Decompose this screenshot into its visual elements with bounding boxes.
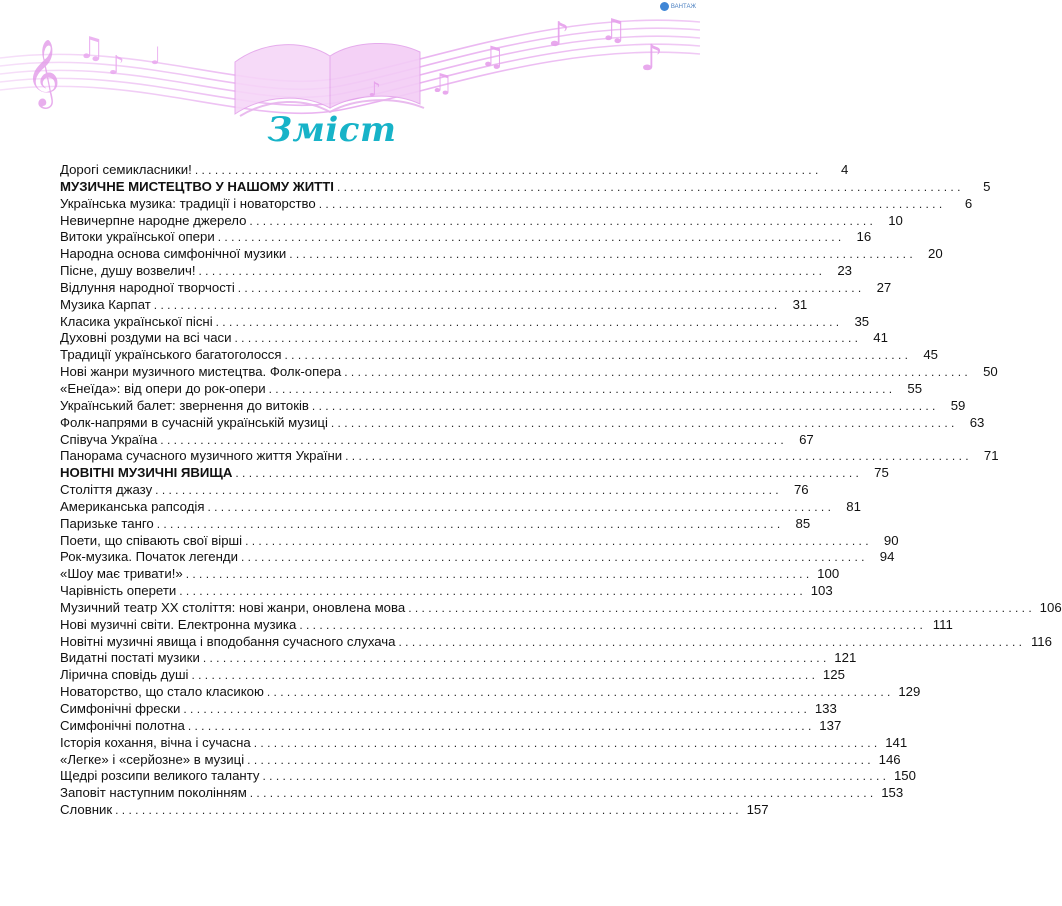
- table-of-contents: [60, 162, 1062, 819]
- toc-entry-page-number: 16: [856, 229, 872, 245]
- toc-entry-page-number: 27: [876, 279, 892, 295]
- dot-leader: [345, 448, 968, 465]
- toc-entry[interactable]: [60, 684, 921, 701]
- toc-entry-title: Невичерпне народне джерело: [60, 212, 247, 228]
- svg-text:♫: ♫: [600, 13, 627, 48]
- open-book-icon: [235, 43, 424, 116]
- toc-entry-title: Музика Карпат: [60, 296, 151, 312]
- toc-entry[interactable]: [60, 785, 904, 802]
- dot-leader: [183, 701, 806, 718]
- toc-entry-page-number: 141: [885, 734, 908, 750]
- dot-leader: [203, 650, 826, 667]
- logo-circle-icon: [660, 2, 669, 11]
- dot-leader: [289, 246, 912, 263]
- toc-entry[interactable]: [60, 802, 769, 819]
- toc-entry-title: Американська рапсодія: [60, 498, 205, 514]
- dot-leader: [319, 196, 942, 213]
- dot-leader: [188, 718, 811, 735]
- toc-entry[interactable]: [60, 482, 809, 499]
- toc-entry[interactable]: [60, 279, 892, 297]
- dot-leader: [250, 785, 873, 802]
- toc-entry-title: Чарівність оперети: [60, 583, 177, 599]
- toc-entry-page-number: 94: [879, 549, 895, 565]
- toc-entry-page-number: 55: [907, 380, 923, 396]
- toc-entry-title: Традиції українського багатоголосся: [60, 347, 282, 363]
- toc-entry[interactable]: [60, 178, 991, 196]
- toc-entry-title: «Енеїда»: від опери до рок-опери: [60, 380, 266, 396]
- toc-entry[interactable]: [60, 498, 861, 516]
- dot-leader: [299, 617, 922, 634]
- toc-entry[interactable]: [60, 701, 837, 718]
- toc-entry[interactable]: [60, 380, 923, 398]
- toc-entry-page-number: 76: [793, 482, 809, 498]
- toc-entry-title: Словник: [60, 802, 113, 818]
- toc-entry-title: Музичний театр ХХ століття: нові жанри, оновлена мова: [60, 599, 406, 615]
- dot-leader: [216, 314, 839, 331]
- dot-leader: [234, 330, 857, 347]
- toc-entry-page-number: 111: [932, 616, 953, 632]
- toc-entry-title: Нові музичні світи. Електронна музика: [60, 616, 297, 632]
- toc-entry-page-number: 85: [795, 515, 811, 531]
- toc-entry-page-number: 103: [810, 583, 833, 599]
- svg-text:♪: ♪: [368, 77, 381, 101]
- svg-text:♪: ♪: [640, 38, 663, 79]
- svg-text:♫: ♫: [430, 69, 454, 99]
- toc-entry[interactable]: [60, 566, 840, 583]
- toc-entry-title: «Шоу має тривати!»: [60, 566, 183, 582]
- dot-leader: [186, 566, 809, 583]
- svg-text:♫: ♫: [480, 40, 506, 73]
- toc-entry-page-number: 116: [1030, 633, 1052, 649]
- toc-entry[interactable]: [60, 549, 895, 566]
- toc-entry-title: Співуча Україна: [60, 431, 158, 447]
- toc-entry-page-number: 59: [950, 397, 966, 413]
- dot-leader: [245, 533, 868, 550]
- toc-entry-page-number: 153: [881, 785, 904, 801]
- dot-leader: [191, 667, 814, 684]
- toc-entry-title: Історія кохання, вічна і сучасна: [60, 734, 251, 750]
- dot-leader: [408, 600, 1031, 617]
- toc-entry-title: Симфонічні полотна: [60, 717, 185, 733]
- dot-leader: [199, 263, 822, 280]
- dot-leader: [344, 364, 967, 381]
- toc-entry-page-number: 10: [888, 212, 903, 228]
- dot-leader: [115, 802, 738, 819]
- toc-entry[interactable]: [60, 448, 999, 465]
- dot-leader: [254, 735, 877, 752]
- toc-entry-page-number: 67: [799, 431, 814, 447]
- toc-entry[interactable]: [60, 515, 811, 533]
- dot-leader: [218, 229, 841, 246]
- toc-entry-title: Поети, що співають свої вірші: [60, 532, 243, 548]
- toc-entry[interactable]: [60, 246, 943, 263]
- toc-entry[interactable]: [60, 296, 808, 314]
- toc-entry[interactable]: [60, 751, 901, 769]
- toc-entry[interactable]: [60, 347, 938, 364]
- toc-entry-page-number: 4: [840, 162, 849, 177]
- toc-entry-title: Духовні роздуми на всі часи: [60, 330, 232, 346]
- dot-leader: [337, 179, 960, 196]
- toc-entry[interactable]: [60, 717, 842, 735]
- toc-entry[interactable]: [60, 195, 973, 213]
- toc-entry-page-number: 90: [883, 532, 899, 548]
- toc-entry-page-number: 157: [746, 802, 769, 818]
- toc-entry-page-number: 146: [878, 751, 901, 767]
- toc-entry-title: МУЗИЧНЕ МИСТЕЦТВО У НАШОМУ ЖИТТІ: [60, 178, 334, 194]
- header-decoration: [0, 0, 700, 120]
- toc-entry[interactable]: [60, 330, 888, 347]
- toc-entry-title: Класика української пісні: [60, 313, 213, 329]
- toc-entry-title: Новітні музичні явища і вподобання сучасного слухача: [60, 633, 396, 649]
- toc-entry[interactable]: [60, 263, 852, 280]
- toc-entry-title: Панорама сучасного музичного життя України: [60, 448, 343, 464]
- dot-leader: [269, 381, 892, 398]
- dot-leader: [155, 482, 778, 499]
- toc-entry-page-number: 23: [837, 263, 852, 279]
- toc-entry-title: «Легке» і «серйозне» в музиці: [60, 751, 245, 767]
- treble-clef-icon: 𝄞: [26, 38, 61, 106]
- toc-entry-title: Народна основа симфонічної музики: [60, 246, 287, 262]
- dot-leader: [249, 213, 872, 230]
- dot-leader: [263, 768, 886, 785]
- toc-entry-page-number: 75: [874, 465, 889, 481]
- toc-entry-page-number: 35: [854, 313, 870, 329]
- toc-entry-title: Нові жанри музичного мистецтва. Фолк-опера: [60, 364, 342, 380]
- toc-entry-title: Рок-музика. Початок легенди: [60, 549, 238, 565]
- toc-entry-title: Щедрі розсипи великого таланту: [60, 768, 260, 784]
- dot-leader: [207, 499, 830, 516]
- toc-entry-page-number: 31: [792, 296, 808, 312]
- toc-entry-page-number: 45: [923, 347, 938, 363]
- toc-entry-page-number: 121: [834, 650, 857, 666]
- toc-entry[interactable]: [60, 633, 1052, 651]
- toc-entry-title: Паризьке танго: [60, 515, 154, 531]
- toc-entry-page-number: 20: [928, 246, 943, 262]
- toc-entry[interactable]: [60, 532, 899, 550]
- toc-entry-title: Століття джазу: [60, 482, 153, 498]
- toc-entry-page-number: 106: [1039, 599, 1062, 615]
- svg-text:♪: ♪: [548, 15, 570, 55]
- toc-entry-title: Фолк-напрями в сучасній українській музиці: [60, 414, 328, 430]
- page-title: Зміст: [267, 110, 397, 150]
- toc-entry-page-number: 129: [898, 684, 921, 700]
- toc-entry-page-number: 63: [969, 414, 985, 430]
- toc-entry-title: Видатні постаті музики: [60, 650, 200, 666]
- dot-leader: [157, 516, 780, 533]
- toc-entry-title: Новаторство, що стало класикою: [60, 684, 264, 700]
- toc-entry-page-number: 137: [819, 717, 842, 733]
- toc-entry-page-number: 150: [893, 768, 916, 784]
- toc-entry-page-number: 5: [983, 178, 991, 194]
- dot-leader: [235, 465, 858, 482]
- toc-entry-page-number: 133: [814, 701, 837, 716]
- dot-leader: [247, 752, 870, 769]
- dot-leader: [238, 280, 861, 297]
- toc-entry[interactable]: [60, 616, 953, 634]
- dot-leader: [179, 583, 802, 600]
- toc-entry-title: Український балет: звернення до витоків: [60, 397, 309, 413]
- toc-entry-page-number: 100: [817, 566, 840, 582]
- toc-entry-page-number: 81: [846, 498, 861, 514]
- dot-leader: [241, 549, 864, 566]
- toc-entry-page-number: 71: [983, 448, 999, 464]
- dot-leader: [267, 684, 890, 701]
- toc-entry[interactable]: [60, 431, 814, 449]
- music-staff-illustration: [0, 0, 700, 120]
- toc-entry-title: Витоки української опери: [60, 229, 215, 245]
- toc-entry-title: Українська музика: традиції і новаторство: [60, 195, 316, 211]
- toc-entry[interactable]: [60, 414, 985, 432]
- toc-entry-title: Лірична сповідь душі: [60, 667, 189, 683]
- toc-entry-page-number: 6: [964, 195, 973, 211]
- svg-text:♪: ♪: [108, 51, 125, 81]
- toc-entry[interactable]: [60, 599, 1062, 617]
- dot-leader: [154, 297, 777, 314]
- toc-entry[interactable]: [60, 768, 916, 785]
- toc-entry[interactable]: [60, 313, 870, 331]
- toc-entry[interactable]: [60, 229, 872, 246]
- toc-entry-title: Відлуння народної творчості: [60, 279, 235, 295]
- toc-entry[interactable]: [60, 162, 849, 179]
- dot-leader: [160, 432, 783, 449]
- toc-entry-title: Пісне, душу возвелич!: [60, 263, 196, 279]
- toc-entry[interactable]: [60, 667, 845, 684]
- dot-leader: [285, 347, 908, 364]
- toc-entry[interactable]: [60, 212, 903, 230]
- logo-text: ВАНТАЖ: [670, 3, 696, 10]
- toc-entry-title: НОВІТНІ МУЗИЧНІ ЯВИЩА: [60, 465, 233, 481]
- svg-text:♩: ♩: [150, 42, 162, 70]
- toc-entry-title: Дорогі семикласники!: [60, 162, 192, 177]
- toc-entry[interactable]: [60, 364, 998, 381]
- dot-leader: [331, 415, 954, 432]
- publisher-logo: [660, 2, 696, 11]
- toc-entry-page-number: 50: [983, 364, 998, 380]
- toc-entry[interactable]: [60, 465, 889, 482]
- toc-entry[interactable]: [60, 397, 966, 415]
- toc-entry-title: Симфонічні фрески: [60, 701, 181, 716]
- music-notes-left: [78, 31, 161, 81]
- toc-entry[interactable]: [60, 650, 857, 667]
- dot-leader: [399, 634, 1022, 651]
- toc-entry[interactable]: [60, 583, 833, 600]
- toc-entry-title: Заповіт наступним поколінням: [60, 785, 247, 801]
- toc-entry[interactable]: [60, 734, 908, 752]
- dot-leader: [195, 162, 818, 179]
- toc-entry-page-number: 125: [822, 667, 845, 683]
- toc-entry-page-number: 41: [873, 330, 888, 346]
- svg-text:♫: ♫: [78, 31, 105, 66]
- dot-leader: [312, 398, 935, 415]
